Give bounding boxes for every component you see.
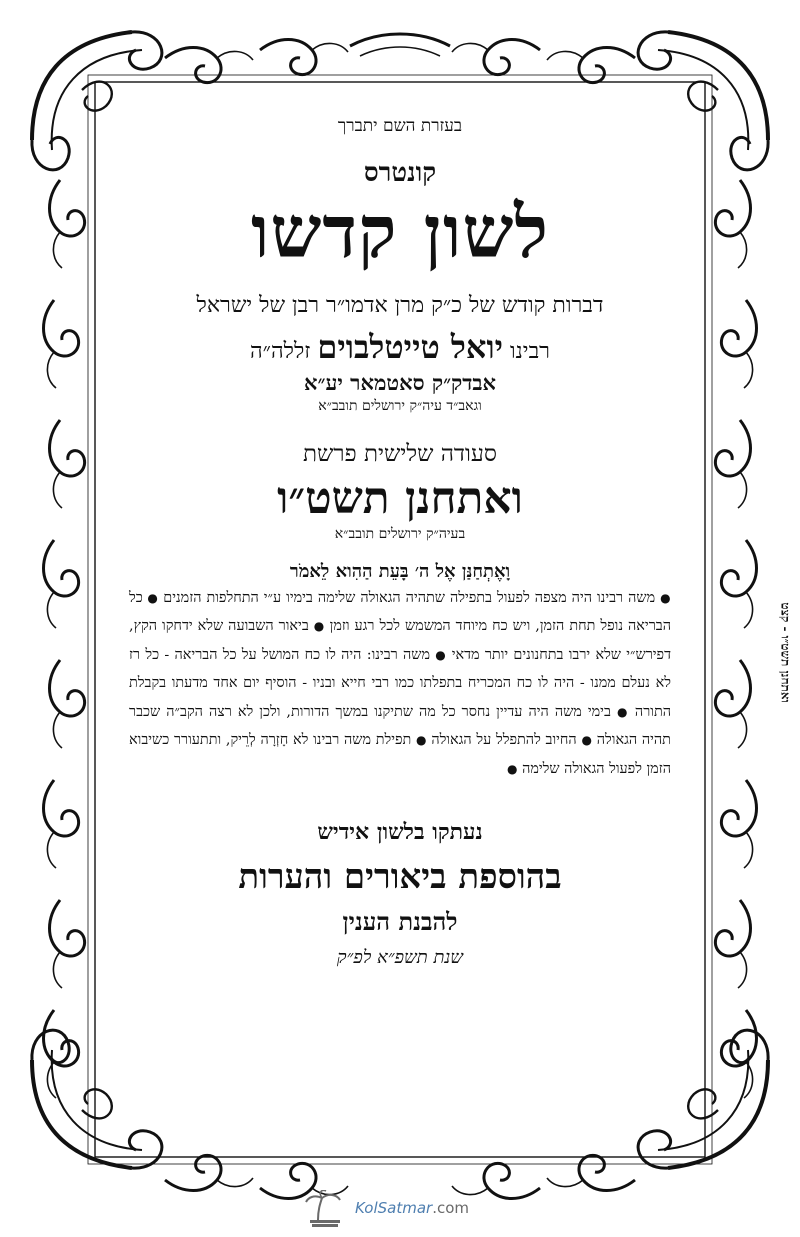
parsha-title: ואתחנן תשט״ו [277, 472, 523, 524]
occasion-location: בעיה״ק ירושלים תובב״א [334, 525, 466, 542]
author-prefix: רבינו [510, 338, 550, 364]
author-name: יואל טייטלבוים [317, 327, 504, 366]
title-page [125, 100, 675, 1120]
bullet-icon: ● [435, 647, 447, 662]
blessing: בעזרת השם יתברך [337, 116, 463, 136]
summary-paragraph [129, 584, 671, 784]
author-line-1: דברות קודש של כ״ק מרן אדמו״ר רבן של ישראל [196, 292, 604, 318]
author-line-4: וגאב״ד עיה״ק ירושלים תובב״א [318, 397, 482, 414]
verse: וָאֶתְחַנַּן אֶל ה׳ בָּעֵת הַהִוא לֵאמֹר [289, 560, 511, 582]
summary-item: משה רבינו היה מצפה לפעול בתפילה שתהיה הגאולה שלימה בימיו [286, 589, 656, 606]
additions-title: בהוספת ביאורים והערות [238, 857, 562, 898]
bullet-icon: ● [507, 761, 518, 776]
summary-item: ע״י התחלפות הזמנים [163, 589, 282, 606]
bullet-icon: ● [581, 733, 593, 748]
side-running-header: ואתחנן תשט״ו - קצט [778, 602, 793, 703]
bullet-icon: ● [147, 590, 159, 605]
author-line-3: אבדק״ק סאטמאר יע״א [304, 369, 496, 395]
kuntres-label: קונטרס [363, 158, 437, 188]
author-line-2 [125, 328, 675, 366]
author-suffix: זללה״ה [250, 338, 311, 364]
bullet-icon: ● [313, 619, 325, 634]
summary-item: בימי משה היה עדיין נחסר כל מה שתיקנו במשך הדורות, ולכן לא רצה הקב״ה שכבר תהיה הגאולה [129, 703, 671, 749]
brand-name: KolSatmar [355, 1199, 433, 1217]
bullet-icon: ● [416, 733, 427, 748]
brand-domain: .com [432, 1199, 470, 1217]
occasion-meal: סעודה שלישית פרשת [303, 440, 497, 467]
summary-item: תפילת משה רבינו לא חָזְרָה לְרֵיק, ותתעורר כשיבוא הזמן לפעול הגאולה שלימה [129, 732, 671, 777]
understanding-line: להבנת הענין [342, 907, 458, 937]
main-title: לשון קדשו [250, 189, 550, 274]
summary-item: ביאור השבועה שלא ידחקו הקץ, דפירש״י שלא ירבו בתחנונים יותר מדאי [129, 618, 672, 663]
bullet-icon: ● [616, 704, 629, 719]
year-line: שנת תשפ״א לפ״ק [336, 947, 464, 969]
bullet-icon: ● [660, 590, 671, 605]
summary-item: כל הבריאה נופל תחת הזמן, ויש כח מיוחד המשמש לכל רגע וזמן [129, 589, 671, 635]
summary-item: החיוב להתפלל על הגאולה [431, 732, 577, 749]
summary-item: משה רבינו: היה לו כח המושל על כל הבריאה - כל רז לא נעלם ממנו - היה לו כח המכריח בתפלתו כמו רבי חייא ובניו - הוסיף יום אחד מדעתו בקבלת התורה [129, 646, 672, 720]
site-logo-text[interactable] [355, 1199, 469, 1217]
translated-note: נעתקו בלשון אידיש [317, 819, 483, 846]
